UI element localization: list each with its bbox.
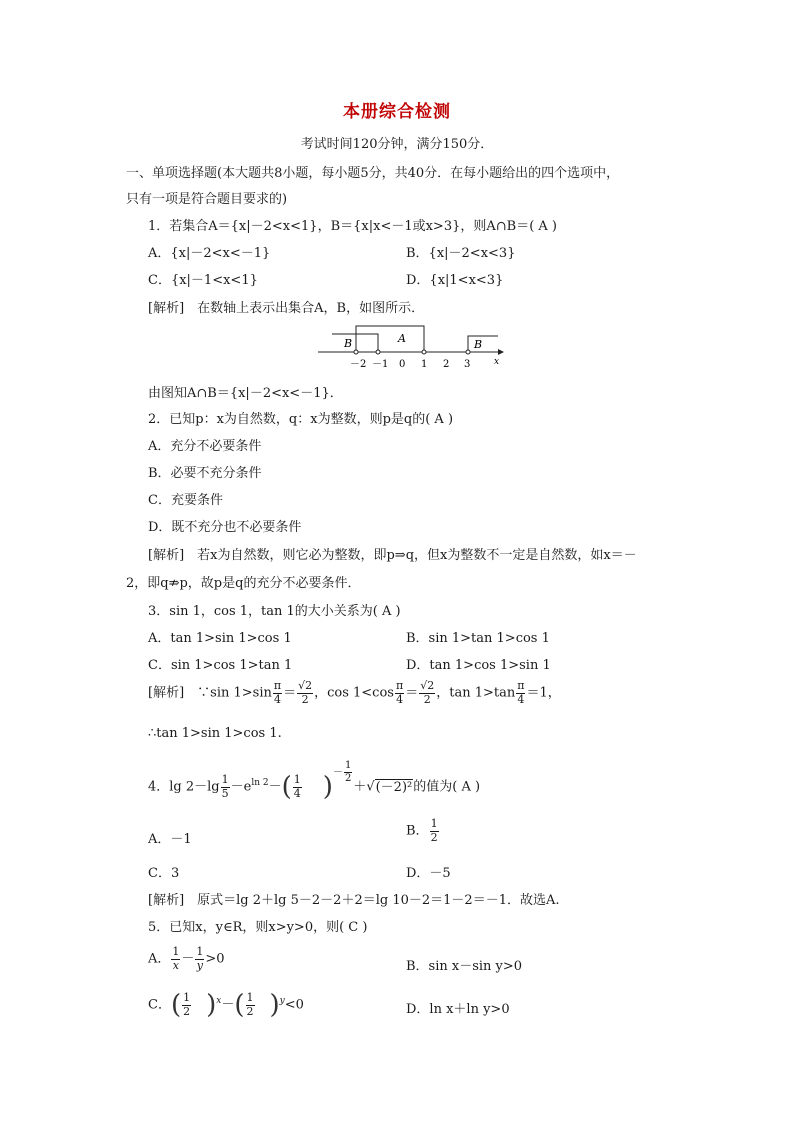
q4-stem: 4．lg 2－lg $\frac{1}{5}$ $-e^{ln 2}-$( $\frac{1}{4}$ )$^{- \frac{1}{2}}$ ＋√(－2)²的值为( A ) (148, 760, 481, 802)
q1-option-b: B．{x|－2<x<3} (406, 246, 516, 261)
fraction-pi-over-4: $\frac{\pi}{4}$ (273, 679, 282, 706)
q2-stem: 2．已知p：x为自然数，q：x为整数，则p是q的( A ) (148, 412, 454, 427)
q3-option-d: D．tan 1>cos 1>sin 1 (406, 658, 551, 673)
tick-label: 1 (421, 359, 428, 370)
section-heading-line1: 一、单项选择题(本大题共8小题，每小题5分，共40分．在每小题给出的四个选项中， (126, 166, 620, 181)
q1-conclusion: 由图知A∩B＝{x|－2<x<－1}． (148, 386, 343, 401)
fraction-sqrt2-over-2: $\frac{√2}{2}$ (420, 679, 435, 706)
q1-stem: 1．若集合A＝{x|－2<x<1}，B＝{x|x<－1或x>3}，则A∩B＝( A ) (148, 219, 557, 234)
q2-option-d: D．既不充分也不必要条件 (148, 520, 302, 535)
q4-option-c: C．3 (148, 866, 180, 881)
q3-option-c: C．sin 1>cos 1>tan 1 (148, 658, 293, 673)
fraction-one-fourth: $\frac{1}{4}$ (293, 772, 301, 800)
set-b-label-right: B (474, 338, 483, 351)
fraction-pi-over-4: $\frac{\pi}{4}$ (517, 679, 525, 706)
q5-option-d: D．ln x＋ln y>0 (406, 1002, 510, 1017)
fraction-one-half: $\frac{1}{2}$ (183, 990, 191, 1018)
number-line-diagram (312, 322, 512, 372)
q2-option-c: C．充要条件 (148, 493, 223, 508)
q1-option-c: C．{x|－1<x<1} (148, 273, 258, 288)
tick-label: 3 (464, 359, 471, 370)
tick-label: 2 (443, 359, 450, 370)
q5-option-b: B．sin x－sin y>0 (406, 959, 523, 974)
tick-label: －1 (372, 359, 389, 370)
fraction-pi-over-4: $\frac{\pi}{4}$ (395, 679, 404, 706)
fraction-one-over-y: $\frac{1}{y}$ (196, 945, 204, 972)
q5-option-a: A． $\frac{1}{x}$ － $\frac{1}{y}$ >0 (148, 945, 225, 972)
q3-conclusion: ∴tan 1>sin 1>cos 1. (148, 726, 282, 741)
tick-label: －2 (350, 359, 367, 370)
section-heading-line2: 只有一项是符合题目要求的) (126, 192, 288, 207)
q2-option-b: B．必要不充分条件 (148, 466, 262, 481)
page-title: 本册综合检测 (343, 102, 451, 122)
q4-option-d: D．－5 (406, 866, 451, 881)
exam-info: 考试时间120分钟，满分150分． (300, 137, 494, 152)
q2-analysis-line2: 2，即q⇏p，故p是q的充分不必要条件． (126, 576, 361, 591)
q3-stem: 3．sin 1，cos 1，tan 1的大小关系为( A ) (148, 604, 401, 619)
fraction-sqrt2-over-2: $\frac{√2}{2}$ (298, 679, 313, 706)
q2-analysis-line1: [解析] 若x为自然数，则它必为整数，即p⇒q，但x为整数不一定是自然数，如x＝－ (148, 548, 637, 563)
q5-stem: 5．已知x，y∈R，则x>y>0，则( C ) (148, 920, 368, 935)
fraction-one-half: $\frac{1}{2}$ (430, 817, 438, 844)
q3-analysis: [解析] ∵sin 1>sin $\frac{\pi}{4}$ ＝ $\frac{√2}{2}$ ，cos 1<cos $\frac{\pi}{4}$ ＝ $\frac{√2}{2}$ ，tan 1>tan $\frac{\pi}{4}$ ＝1， (148, 679, 561, 706)
q3-option-b: B．sin 1>tan 1>cos 1 (406, 631, 550, 646)
q1-analysis: [解析] 在数轴上表示出集合A，B，如图所示． (148, 301, 425, 316)
exponent-half: $\frac{1}{2}$ (344, 760, 352, 784)
tick-label: 0 (399, 359, 406, 370)
q5-option-c: C．( $\frac{1}{2}$ )$^x$－( $\frac{1}{2}$ )$^y$<0 (148, 990, 304, 1020)
axis-label: x (494, 357, 500, 367)
q1-option-d: D．{x|1<x<3} (406, 273, 504, 288)
q4-option-a: A．－1 (148, 832, 192, 847)
set-b-label-left: B (344, 337, 353, 350)
fraction-one-over-x: $\frac{1}{x}$ (172, 945, 180, 972)
q4-option-b: B． $\frac{1}{2}$ (406, 817, 438, 844)
q2-option-a: A．充分不必要条件 (148, 439, 262, 454)
q3-option-a: A．tan 1>sin 1>cos 1 (148, 631, 292, 646)
fraction-one-half: $\frac{1}{2}$ (246, 990, 254, 1018)
set-a-label: A (398, 332, 406, 345)
q1-option-a: A．{x|－2<x<－1} (148, 246, 271, 261)
fraction-one-fifth: $\frac{1}{5}$ (221, 772, 229, 800)
q4-analysis: [解析] 原式＝lg 2＋lg 5－2－2＋2＝lg 10－2＝1－2＝－1．故选A. (148, 893, 560, 908)
